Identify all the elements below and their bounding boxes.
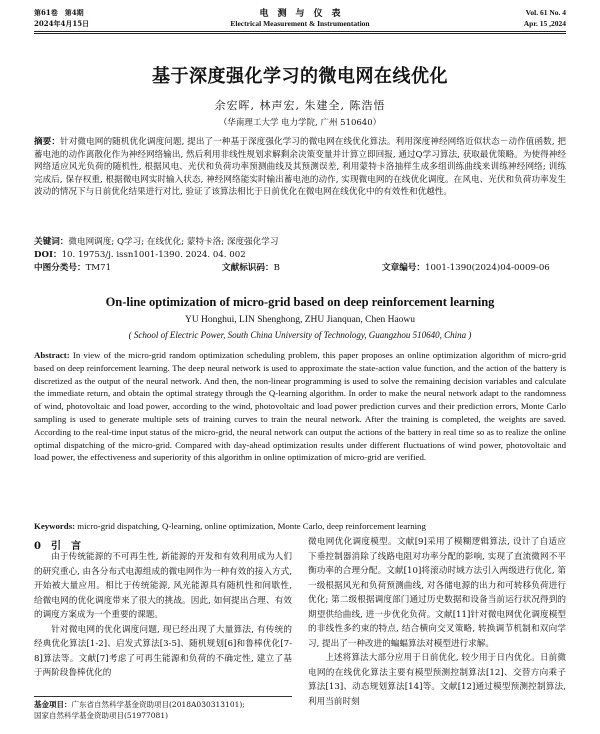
doi-label: DOI： — [34, 250, 62, 260]
keywords-cn-label: 关键词： — [34, 237, 69, 247]
intro-paragraph-3: 微电网优化调度模型。文献[9]采用了模糊逻辑算法, 设计了自适应下垂控制器消除了线路电阻对功率分配的影响, 实现了直流微网不平衡功率的合理分配。文献[10]将滚动时域方法引入两级进行优化, 第一级根据风光和负荷预测曲线, 对各储电源的出力和可转移负荷进行优化; 第二级根据调度部门通过历史数据和设备当前运行状况得到的期望供给曲线, 进一步优化负荷。文献[11]针对微电网优化调度模型的非线性多约束的特点, 结合横向交叉策略, 转换调节机制和双向学习, 提出了一种改进的蝙蝠算法对模型进行求解。 — [308, 537, 566, 649]
affiliation-cn: （华南理工大学 电力学院, 广州 510640） — [218, 118, 382, 128]
intro-paragraph-2: 针对微电网的优化调度问题, 现已经出现了大量算法, 有传统的经典优化算法[1-2]、启发式算法[3-5]、随机规划[6]和鲁棒优化[7-8]算法等。文献[7]考虑了可再生能源和负荷的不确定性, 建立了基于两阶段鲁棒优化的 — [34, 624, 292, 678]
abstract-cn-text: 针对微电网的随机优化调度问题, 提出了一种基于深度强化学习的微电网在线优化算法。利用深度神经网络近似状态－动作值函数, 把蓄电池的动作离散化作为神经网络输出, 然后利用非线性规划求解剩余决策变量并计算立即回报, 通过Q学习算法, 获取最优策略。为使得神经网络适应风光负荷的随机性, 根据风电、光伏和负荷功率预测曲线及其预测误差, 利用蒙特卡洛抽样生成多组训练曲线来训练神经网络; 训练完成后, 保存权重, 根据微电网实时输入状态, 神经网络能实时输出蓄电池的动作, 实现微电网的在线优化调度。在风电、光伏和负荷功率发生波动的情况下与日前优化结果进行对比, 验证了该算法相比于日前优化在微电网在线优化中的有效性和优越性。 — [34, 137, 566, 197]
left-column — [34, 550, 292, 681]
affiliation-en: ( School of Electric Power, South China University of Technology, Guangzhou 510640, China ) — [128, 330, 472, 340]
document-code-label: 文献标识码： — [222, 263, 274, 273]
intro-paragraph-1: 由于传统能源的不可再生性, 新能源的开发和有效利用成为人们的研究重心, 由各分布式电源组成的微电网作为一种有效的接入方式, 开始被大量应用。相比于传统能源, 风光能源具有随机性和间歇性, 给微电网的优化调度带来了很大的挑战。因此, 如何提出合理、有效的调度方案成为一个重要的课题。 — [34, 552, 292, 620]
funding-footnote — [34, 699, 292, 721]
authors-en: YU Honghui, LIN Shenghong, ZHU Jianquan, Chen Haowu — [184, 315, 416, 325]
volume-issue-en: Vol. 61 No. 4 — [525, 8, 566, 17]
abstract-cn — [34, 136, 566, 199]
date-en: Apr. 15 ,2024 — [523, 19, 566, 28]
section-heading-introduction: 0 引 言 — [34, 541, 81, 552]
paper-title-cn: 基于深度强化学习的微电网在线优化 — [152, 66, 448, 87]
clc-value: TM71 — [85, 263, 112, 273]
document-code-value: B — [273, 263, 280, 273]
intro-paragraph-4: 上述将算法大部分应用于日前优化, 较少用于日内优化。日前微电网的在线优化算法主要有模型预测控制算法[12]、交替方向乘子算法[13]、动态规划算法[14]等。文献[12]通过模型预测控制算法, 利用当前时刻 — [308, 653, 566, 707]
article-number-value: 1001-1390(2024)04-0009-06 — [424, 263, 550, 273]
right-column — [308, 535, 566, 709]
doi-line — [34, 249, 566, 262]
abstract-en — [34, 349, 566, 464]
footnote-rule — [34, 696, 292, 697]
article-number-label: 文章编号： — [382, 263, 425, 273]
funding-label: 基金项目： — [34, 700, 72, 709]
document-code — [222, 262, 280, 275]
funding-line-1: 广东省自然科学基金资助项目(2018A030313101); — [71, 700, 245, 709]
article-number — [382, 262, 550, 275]
keywords-en-text: micro-grid dispatching, Q-learning, online optimization, Monte Carlo, deep reinforcement learning — [77, 521, 426, 531]
header-rule — [34, 31, 566, 32]
abstract-cn-label: 摘要： — [34, 137, 61, 147]
authors-cn: 余宏晖, 林声宏, 朱建全, 陈浩悟 — [214, 99, 386, 112]
keywords-cn-text: 微电网调度; Q学习; 在线优化; 蒙特卡洛; 深度强化学习 — [68, 237, 279, 247]
clc-number — [34, 262, 111, 275]
clc-label: 中图分类号： — [34, 263, 86, 273]
date-cn: 2024年4月15日 — [34, 19, 90, 28]
keywords-en-label: Keywords: — [34, 521, 76, 531]
journal-name-cn: 电 测 与 仪 表 — [259, 9, 341, 19]
keywords-cn — [34, 236, 566, 249]
keywords-en — [34, 520, 566, 533]
volume-issue-cn: 第61卷 第4期 — [34, 8, 84, 17]
paper-title-en: On-line optimization of micro-grid based on deep reinforcement learning — [105, 295, 495, 309]
journal-name-en: Electrical Measurement & Instrumentation — [230, 19, 370, 28]
header-rule-thin — [34, 33, 566, 34]
abstract-en-text: In view of the micro-grid random optimization scheduling problem, this paper proposes an online optimization algorithm of micro-grid based on deep reinforcement learning. The deep neural network is used to approximate the state-action value function, and the action of the battery is discretized as the output of the neural network. And then, the non-linear programming is used to solve the remaining decision variables and calculate the immediate return, and obtain the optimal strategy through the Q-learning algorithm. In order to make the neural network adapt to the randomness of wind, photovoltaic and load power, according to the wind, photovoltaic and load power prediction curves and their prediction errors, Monte Carlo sampling is used to generate multiple sets of training curves to train the neural network. After the training is completed, the weights are saved. According to the real-time input status of the micro-grid, the neural network can output the actions of the battery in real time so as to realize the online optimal dispatching of the micro-grid. Compared with day-ahead optimization results under different fluctuations of wind power, photovoltaic and load power, the effectiveness and superiority of this algorithm in online optimization of micro-grid are verified. — [34, 350, 566, 463]
doi-value: 10. 19753/j. issn1001-1390. 2024. 04. 002 — [61, 250, 246, 260]
funding-line-2: 国家自然科学基金资助项目(51977081) — [34, 711, 169, 720]
abstract-en-label: Abstract: — [34, 350, 70, 360]
